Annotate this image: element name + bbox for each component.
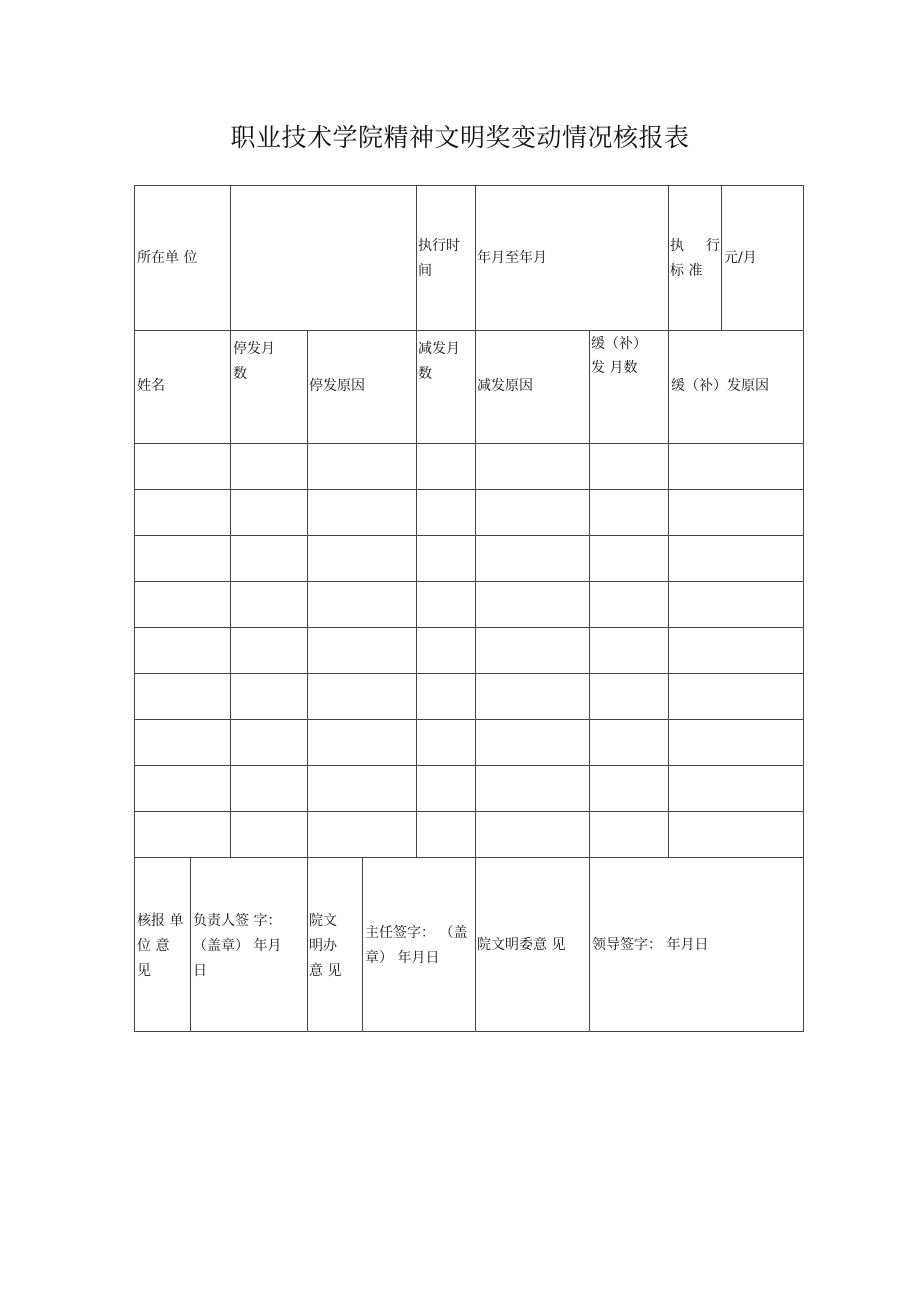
table-cell[interactable]	[308, 628, 416, 673]
table-cell[interactable]	[476, 444, 589, 489]
table-cell[interactable]	[135, 582, 230, 627]
table-cell[interactable]	[417, 582, 475, 627]
exec-std-value[interactable]: 元/月	[724, 250, 757, 266]
table-cell[interactable]	[417, 628, 475, 673]
table-cell[interactable]	[476, 628, 589, 673]
table-cell[interactable]	[669, 582, 802, 627]
exec-std-label: 执	[670, 238, 684, 254]
table-cell[interactable]	[590, 720, 668, 765]
office-opinion-label: 院文	[309, 913, 337, 929]
table-cell[interactable]	[417, 674, 475, 719]
col-header-name: 姓名	[137, 378, 165, 394]
table-cell[interactable]	[231, 812, 307, 857]
table-cell[interactable]	[135, 490, 230, 535]
table-border-right	[803, 185, 804, 1032]
exec-time-label: 执行时	[418, 238, 460, 254]
table-cell[interactable]	[590, 628, 668, 673]
responsible-seal-date: （盖章） 年月	[193, 938, 282, 954]
table-cell[interactable]	[308, 444, 416, 489]
table-cell[interactable]	[231, 536, 307, 581]
row-divider	[134, 330, 804, 331]
exec-std-label-b: 行	[706, 238, 720, 254]
table-cell[interactable]	[669, 766, 802, 811]
col-divider	[589, 857, 590, 1032]
col-header-stop-months: 停发月	[233, 341, 275, 357]
table-cell[interactable]	[231, 444, 307, 489]
col-divider	[668, 185, 669, 330]
table-cell[interactable]	[669, 812, 802, 857]
table-cell[interactable]	[417, 720, 475, 765]
table-cell[interactable]	[231, 720, 307, 765]
table-cell[interactable]	[476, 674, 589, 719]
table-cell[interactable]	[308, 536, 416, 581]
responsible-signature[interactable]: 负责人签 字：	[193, 913, 282, 929]
table-cell[interactable]	[590, 582, 668, 627]
col-header-defer-reason: 缓（补）发原因	[671, 378, 769, 394]
table-cell[interactable]	[135, 812, 230, 857]
table-cell[interactable]	[135, 674, 230, 719]
table-cell[interactable]	[308, 490, 416, 535]
table-cell[interactable]	[669, 674, 802, 719]
table-cell[interactable]	[590, 490, 668, 535]
table-cell[interactable]	[231, 674, 307, 719]
col-header-stop-reason: 停发原因	[309, 378, 365, 394]
exec-time-value[interactable]: 年月至年月	[477, 250, 547, 266]
table-border-bottom	[134, 1031, 804, 1032]
col-header-reduce-months: 减发月	[418, 341, 460, 357]
leader-signature[interactable]: 领导签字： 年月日	[592, 937, 709, 953]
col-header-reduce-months-cont: 数	[418, 366, 432, 382]
table-cell[interactable]	[669, 444, 802, 489]
table-cell[interactable]	[135, 628, 230, 673]
table-cell[interactable]	[308, 766, 416, 811]
table-cell[interactable]	[231, 766, 307, 811]
director-seal-date: 章） 年月日	[365, 950, 440, 966]
table-cell[interactable]	[669, 720, 802, 765]
table-cell[interactable]	[669, 490, 802, 535]
col-divider	[362, 857, 363, 1032]
table-cell[interactable]	[590, 674, 668, 719]
table-cell[interactable]	[476, 766, 589, 811]
table-cell[interactable]	[476, 582, 589, 627]
col-header-stop-months-cont: 数	[233, 366, 247, 382]
table-cell[interactable]	[669, 628, 802, 673]
table-cell[interactable]	[590, 766, 668, 811]
table-cell[interactable]	[231, 628, 307, 673]
unit-opinion-label-end: 见	[137, 963, 151, 979]
table-cell[interactable]	[476, 720, 589, 765]
table-cell[interactable]	[135, 536, 230, 581]
table-cell[interactable]	[308, 582, 416, 627]
table-cell[interactable]	[476, 536, 589, 581]
row-divider	[134, 857, 804, 858]
col-divider	[190, 857, 191, 1032]
col-header-reduce-reason: 减发原因	[477, 378, 533, 394]
exec-std-label-cont: 标 准	[670, 263, 703, 279]
col-header-defer-months-cont: 发 月数	[591, 360, 638, 376]
table-cell[interactable]	[476, 490, 589, 535]
table-cell[interactable]	[417, 490, 475, 535]
col-header-defer-months: 缓（补）	[591, 336, 647, 352]
col-divider	[721, 185, 722, 330]
table-cell[interactable]	[417, 444, 475, 489]
table-cell[interactable]	[308, 674, 416, 719]
unit-opinion-label-cont: 位 意	[137, 938, 170, 954]
col-divider	[475, 857, 476, 1032]
responsible-date-end: 日	[193, 963, 207, 979]
col-divider	[230, 185, 231, 330]
table-cell[interactable]	[417, 536, 475, 581]
table-cell[interactable]	[231, 490, 307, 535]
unit-label: 所在单 位	[137, 250, 198, 266]
col-divider	[416, 185, 417, 330]
table-cell[interactable]	[590, 812, 668, 857]
table-cell[interactable]	[135, 766, 230, 811]
table-cell[interactable]	[231, 582, 307, 627]
table-cell[interactable]	[417, 812, 475, 857]
table-border-top	[134, 185, 804, 186]
office-opinion-label-cont: 明办	[309, 938, 337, 954]
director-signature[interactable]: 主任签字： （盖	[365, 925, 468, 941]
table-cell[interactable]	[135, 720, 230, 765]
table-cell[interactable]	[669, 536, 802, 581]
table-cell[interactable]	[308, 720, 416, 765]
table-cell[interactable]	[308, 812, 416, 857]
table-cell[interactable]	[135, 444, 230, 489]
unit-value-field[interactable]	[232, 187, 415, 329]
table-cell[interactable]	[417, 766, 475, 811]
office-opinion-label-end: 意 见	[309, 963, 342, 979]
table-cell[interactable]	[590, 444, 668, 489]
col-divider	[475, 185, 476, 330]
table-cell[interactable]	[590, 536, 668, 581]
unit-opinion-label: 核报 单	[137, 913, 184, 929]
table-cell[interactable]	[476, 812, 589, 857]
committee-opinion-label: 院文明委意 见	[477, 937, 566, 953]
exec-time-label-cont: 间	[418, 263, 432, 279]
col-divider	[307, 857, 308, 1032]
page-title: 职业技术学院精神文明奖变动情况核报表	[230, 123, 690, 152]
